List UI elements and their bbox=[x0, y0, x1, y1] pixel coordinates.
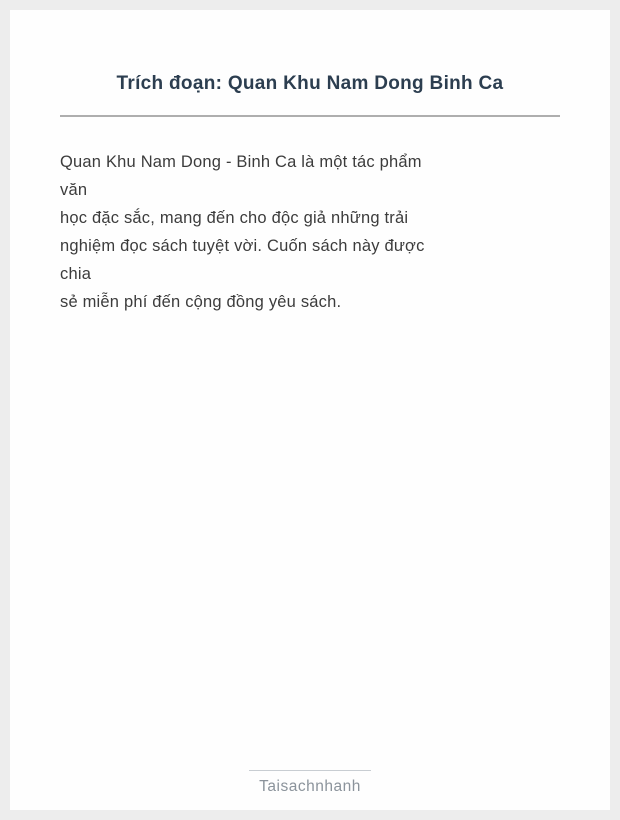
page-footer bbox=[10, 770, 610, 796]
excerpt-line: chia bbox=[60, 265, 92, 283]
title-divider bbox=[60, 115, 560, 117]
footer-divider bbox=[249, 770, 371, 771]
document-page bbox=[10, 10, 610, 810]
excerpt-paragraph bbox=[10, 148, 610, 316]
page-title: Trích đoạn: Quan Khu Nam Dong Binh Ca bbox=[116, 73, 504, 94]
excerpt-line: sẻ miễn phí đến cộng đồng yêu sách. bbox=[60, 293, 342, 311]
excerpt-line: văn bbox=[60, 181, 88, 199]
excerpt-line: Quan Khu Nam Dong - Binh Ca là một tác phẩm bbox=[60, 153, 422, 171]
excerpt-line: nghiệm đọc sách tuyệt vời. Cuốn sách này được bbox=[60, 237, 425, 255]
excerpt-line: học đặc sắc, mang đến cho độc giả những trải bbox=[60, 209, 409, 227]
footer-brand: Taisachnhanh bbox=[259, 778, 361, 795]
